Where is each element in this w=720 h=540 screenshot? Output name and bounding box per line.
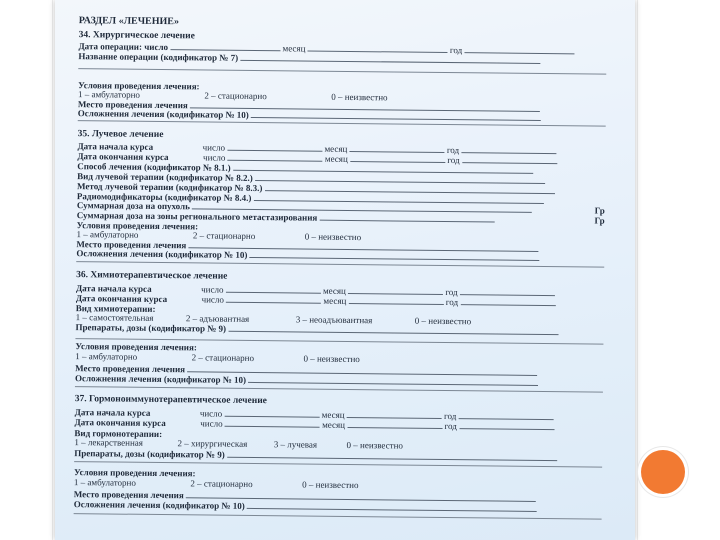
s35-dose-regional-unit: Гр (594, 215, 605, 226)
s37-start-month-field[interactable] (347, 410, 442, 419)
s37-kind-opt2[interactable]: 2 – хирургическая (177, 438, 248, 449)
s36-start-day-label: число (201, 284, 224, 295)
s35-place-label: Место проведения лечения (76, 239, 187, 251)
form-title: РАЗДЕЛ «ЛЕЧЕНИЕ» (78, 15, 180, 28)
s35-start-year-label: год (446, 145, 460, 156)
s35-start-day-field[interactable] (227, 143, 322, 152)
s37-end-year-label: год (444, 420, 457, 432)
s37-end-month-label: месяц (322, 419, 346, 430)
s37-start-day-field[interactable] (224, 409, 319, 418)
s34-year-field[interactable] (464, 45, 574, 54)
s35-end-year-field[interactable] (462, 155, 557, 164)
section-37-title: 37. Гормоноиммунотерапевтическое лечение (74, 394, 267, 407)
s37-kind-opt0[interactable]: 0 – неизвестно (346, 439, 403, 451)
s35-dose-regional-field[interactable] (320, 213, 495, 223)
s36-end-month-field[interactable] (349, 296, 444, 305)
s35-start-year-field[interactable] (461, 145, 556, 154)
s34-day-field[interactable] (170, 42, 280, 51)
s36-complications-label: Осложнения лечения (кодификатор № 10) (74, 373, 247, 385)
s36-end-label: Дата окончания курса (75, 293, 168, 305)
s37-cond-opt0[interactable]: 0 – неизвестно (302, 479, 359, 491)
s37-drugs-label: Препараты, дозы (кодификатор № 9) (74, 448, 225, 460)
decorative-orange-circle (641, 450, 685, 494)
s36-place-label: Место проведения лечения (75, 363, 186, 375)
s35-start-label: Дата начала курса (77, 141, 154, 152)
s36-end-day-label: число (201, 294, 225, 305)
s36-cond-opt1[interactable]: 1 – амбулаторно (75, 351, 138, 362)
s35-start-month-field[interactable] (350, 144, 445, 153)
s37-end-label: Дата окончания курса (74, 417, 166, 429)
blank-line (74, 513, 602, 520)
s36-kind-opt0[interactable]: 0 – неизвестно (414, 315, 472, 327)
section-36-title: 36. Химиотерапевтическое лечение (76, 270, 228, 282)
s36-start-year-field[interactable] (460, 287, 555, 296)
s34-name-label: Название операции (кодификатор № 7) (78, 51, 239, 63)
s37-kind-opt1[interactable]: 1 – лекарственная (74, 437, 144, 448)
s34-cond-opt2[interactable]: 2 – стационарно (204, 90, 267, 102)
s35-type-label: Вид лучевой терапии (кодификатор № 8.2.) (77, 171, 253, 183)
s35-end-day-field[interactable] (228, 153, 323, 162)
s36-start-month-field[interactable] (348, 286, 443, 295)
s35-end-day-label: число (203, 152, 226, 163)
s36-complications-field[interactable] (248, 375, 538, 386)
s37-end-day-field[interactable] (225, 419, 320, 428)
s37-conditions-title: Условия проведения лечения: (74, 467, 196, 479)
s35-type-field[interactable] (255, 173, 545, 184)
s35-technique-label: Метод лучевой терапии (кодификатор № 8.3.) (76, 181, 263, 194)
s35-cond-opt1[interactable]: 1 – амбулаторно (76, 229, 139, 240)
s36-end-year-label: год (445, 297, 459, 308)
s36-kind-opt1[interactable]: 1 – самостоятельная (75, 312, 154, 323)
s36-start-day-field[interactable] (226, 285, 321, 294)
s35-dose-tumor-label: Суммарная доза на опухоль (76, 200, 190, 212)
blank-line (78, 68, 606, 75)
s35-cond-opt0[interactable]: 0 – неизвестно (304, 231, 362, 243)
s35-modifiers-label: Радиомодификаторы (кодификатор № 8.4.) (76, 191, 252, 203)
s34-place-label: Место проведения лечения (77, 99, 188, 111)
s37-start-label: Дата начала курса (74, 407, 151, 418)
document-photo (55, 0, 635, 540)
s37-start-day-label: число (199, 408, 223, 419)
s35-complications-field[interactable] (250, 250, 540, 261)
s37-place-label: Место проведения лечения (73, 489, 184, 501)
slide-border-right (637, 0, 638, 540)
s35-cond-opt2[interactable]: 2 – стационарно (192, 230, 256, 242)
s35-end-month-label: месяц (324, 153, 348, 164)
s34-complications-label: Осложнения лечения (кодификатор № 10) (77, 108, 249, 120)
s37-start-year-field[interactable] (459, 411, 554, 420)
s35-technique-field[interactable] (265, 183, 555, 194)
s37-cond-opt2[interactable]: 2 – стационарно (190, 478, 253, 489)
s36-kind-title: Вид химиотерапии: (75, 303, 156, 314)
s36-cond-opt2[interactable]: 2 – стационарно (191, 352, 255, 363)
s34-month-label: месяц (282, 43, 306, 54)
s37-cond-opt1[interactable]: 1 – амбулаторно (73, 477, 136, 488)
form-sheet (59, 0, 625, 540)
s35-start-month-label: месяц (324, 143, 348, 154)
s35-conditions-title: Условия проведения лечения: (76, 220, 199, 232)
s37-complications-field[interactable] (247, 501, 537, 512)
s36-kind-opt3[interactable]: 3 – неоадъювантная (295, 314, 373, 326)
s36-start-label: Дата начала курса (75, 283, 152, 294)
s35-method-label: Способ лечения (кодификатор № 8.1.) (77, 161, 231, 173)
s35-start-day-label: число (202, 142, 226, 153)
s37-kind-title: Вид гормонотерапии: (74, 428, 163, 440)
s37-end-day-label: число (200, 418, 223, 429)
s36-end-year-field[interactable] (460, 297, 555, 306)
s36-cond-opt0[interactable]: 0 – неизвестно (303, 353, 360, 365)
s36-kind-opt2[interactable]: 2 – адъювантная (185, 313, 250, 324)
s35-dose-tumor-unit: Гр (594, 205, 605, 216)
s37-start-month-label: месяц (321, 409, 345, 420)
s37-end-month-field[interactable] (347, 420, 442, 429)
s35-end-label: Дата окончания курса (77, 151, 169, 163)
s34-year-label: год (449, 45, 463, 56)
s35-complications-label: Осложнения лечения (кодификатор № 10) (76, 248, 248, 260)
s36-end-month-label: месяц (323, 295, 347, 306)
s37-complications-label: Осложнения лечения (кодификатор № 10) (73, 499, 245, 511)
s34-complications-field[interactable] (251, 110, 541, 121)
s37-start-year-label: год (444, 410, 457, 422)
s35-dose-regional-label: Суммарная доза на зоны регионального метастазирования (76, 210, 318, 223)
s34-cond-opt0[interactable]: 0 – неизвестно (331, 91, 388, 103)
s34-month-field[interactable] (308, 44, 448, 53)
slide-border-left (52, 0, 53, 540)
s35-end-month-field[interactable] (350, 154, 445, 163)
s37-kind-opt3[interactable]: 3 – лучевая (273, 439, 318, 450)
section-35-title: 35. Лучевое лечение (77, 129, 164, 141)
s36-drugs-label: Препараты, дозы (кодификатор № 9) (75, 322, 227, 334)
s37-end-year-field[interactable] (459, 421, 554, 430)
s35-end-year-label: год (447, 155, 460, 166)
s34-cond-opt1[interactable]: 1 – амбулаторно (77, 89, 140, 100)
s36-end-day-field[interactable] (226, 295, 321, 304)
s36-conditions-title: Условия проведения лечения: (75, 341, 197, 353)
s34-date-label: Дата операции: число (78, 41, 169, 53)
s36-start-year-label: год (445, 286, 458, 298)
s34-conditions-title: Условия проведения лечения: (78, 80, 200, 92)
section-34-title: 34. Хирургическое лечение (78, 30, 195, 42)
s36-start-month-label: месяц (322, 285, 346, 296)
